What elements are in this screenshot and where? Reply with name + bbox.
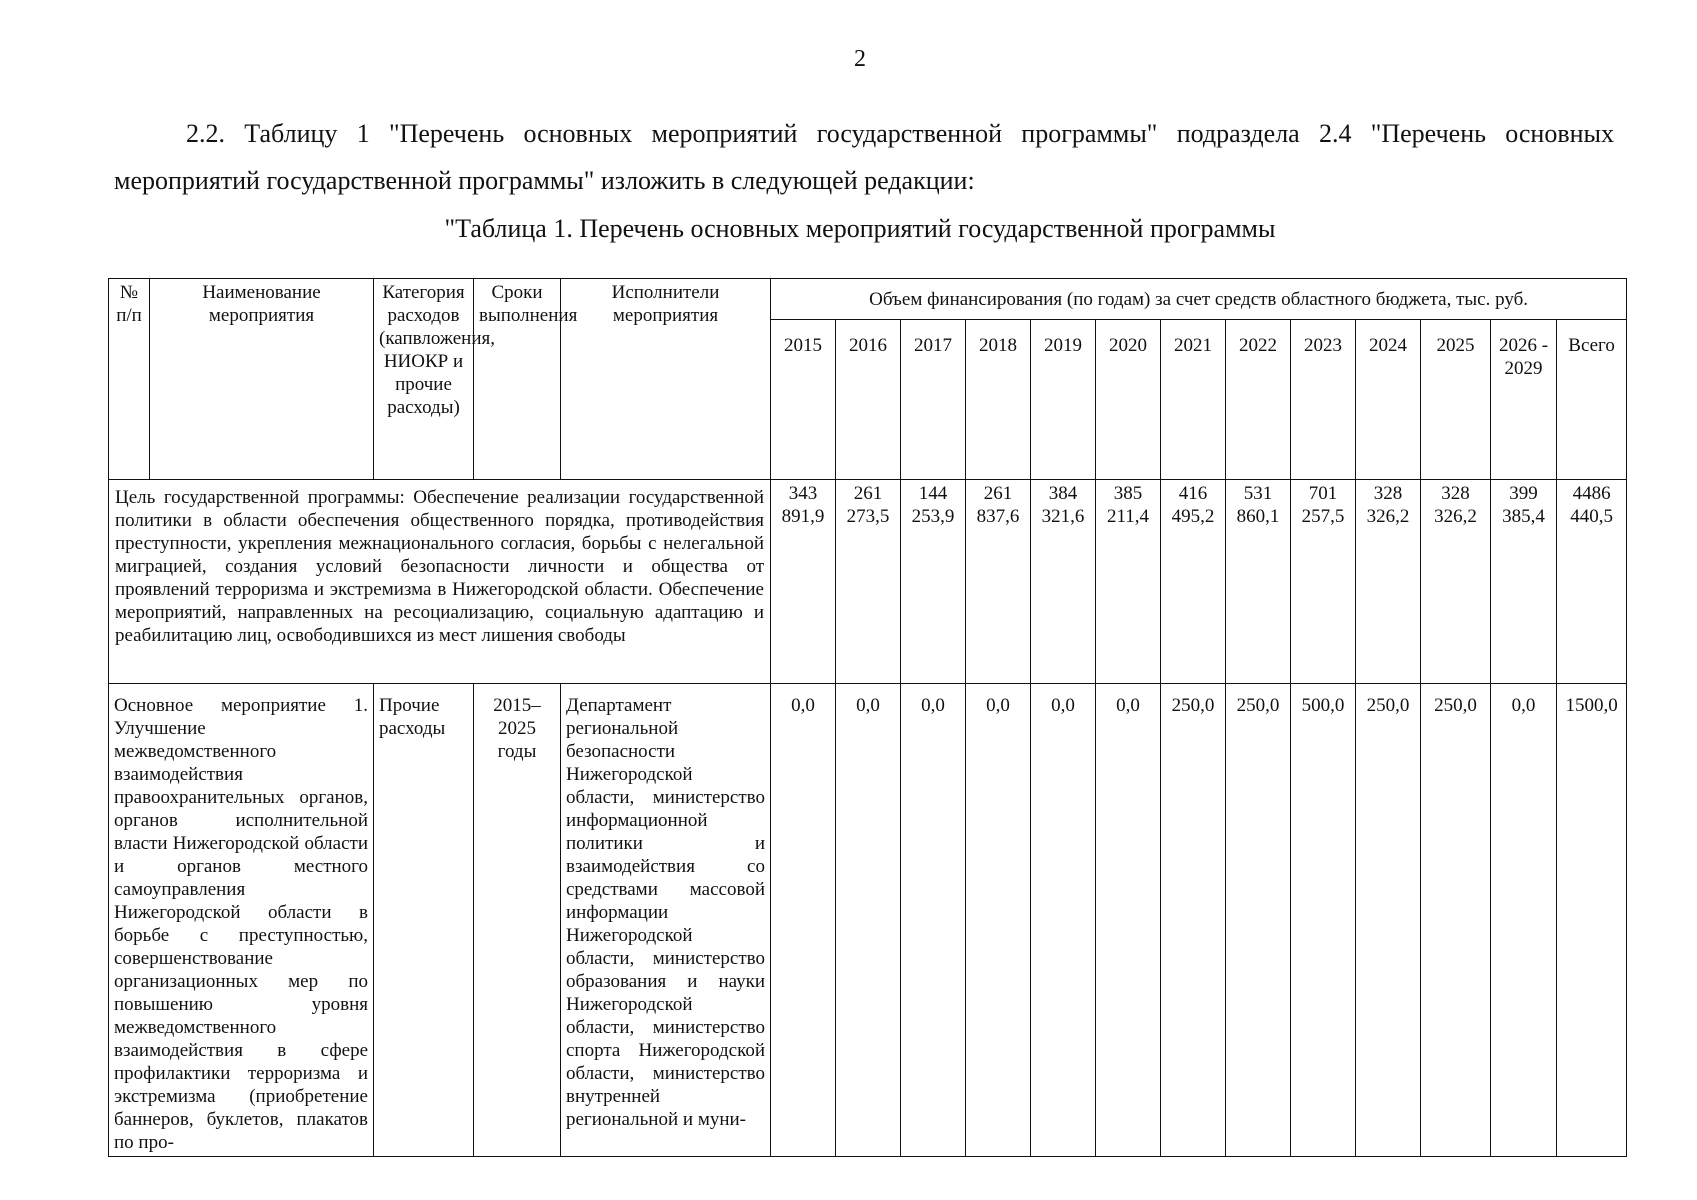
event-terms: 2015–2025 годы [474,684,561,1157]
header-year: 2015 [771,320,836,480]
header-year: 2019 [1031,320,1096,480]
header-year: 2017 [901,320,966,480]
goal-value: 399 385,4 [1491,480,1557,684]
header-year: 2021 [1161,320,1226,480]
event-row [109,684,1627,1157]
event-value: 250,0 [1161,684,1226,1157]
event-value: 0,0 [1491,684,1557,1157]
event-value: 250,0 [1356,684,1421,1157]
goal-value: 261 273,5 [836,480,901,684]
header-year: 2026 - 2029 [1491,320,1557,480]
event-category: Прочие расходы [374,684,474,1157]
goal-value: 416 495,2 [1161,480,1226,684]
event-executors: Департамент региональной безопасности Нижегородской области, министерство информационной политики и взаимодействия со средствами массовой информации Нижегородской области, министерство образования и науки Нижегородской области, министерство спорта Нижегородской области, министерство внутренней региональной и муни- [561,684,771,1157]
header-year: 2023 [1291,320,1356,480]
event-value: 250,0 [1226,684,1291,1157]
goal-value: 328 326,2 [1356,480,1421,684]
header-year: 2024 [1356,320,1421,480]
header-funding: Объем финансирования (по годам) за счет средств областного бюджета, тыс. руб. [771,279,1627,320]
header-year: 2022 [1226,320,1291,480]
header-year: 2016 [836,320,901,480]
event-value: 500,0 [1291,684,1356,1157]
event-value: 0,0 [966,684,1031,1157]
table-caption: "Таблица 1. Перечень основных мероприятий государственной программы [444,214,1276,243]
event-value: 0,0 [771,684,836,1157]
goal-total: 4486 440,5 [1557,480,1627,684]
event-value: 250,0 [1421,684,1491,1157]
event-value: 0,0 [836,684,901,1157]
goal-value: 328 326,2 [1421,480,1491,684]
header-total: Всего [1557,320,1627,480]
event-value: 0,0 [901,684,966,1157]
header-year: 2025 [1421,320,1491,480]
goal-value: 385 211,4 [1096,480,1161,684]
header-name: Наименование мероприятия [150,279,374,480]
header-terms: Сроки выполнения [474,279,561,480]
event-name: Основное мероприятие 1. Улучшение межведомственного взаимодействия правоохранительных органов, органов исполнительной власти Нижегородской области и органов местного самоуправления Нижегородской области в борьбе с преступностью, совершенствование организационных мер по повышению уровня межведомственного взаимодействия в сфере профилактики терроризма и экстремизма (приобретение баннеров, буклетов, плакатов по про- [109,684,374,1157]
event-total: 1500,0 [1557,684,1627,1157]
page-number: 2 [854,46,866,72]
header-year: 2020 [1096,320,1161,480]
goal-row [109,480,1627,684]
goal-value: 343 891,9 [771,480,836,684]
goal-value: 261 837,6 [966,480,1031,684]
event-value: 0,0 [1096,684,1161,1157]
header-year: 2018 [966,320,1031,480]
goal-value: 384 321,6 [1031,480,1096,684]
event-value: 0,0 [1031,684,1096,1157]
header-row [109,279,1627,320]
header-category: Категория расходов (капвложения, НИОКР и прочие расходы) [374,279,474,480]
header-num: № п/п [109,279,150,480]
goal-value: 144 253,9 [901,480,966,684]
intro-paragraph: 2.2. Таблицу 1 "Перечень основных мероприятий государственной программы" подраздела 2.4 "Перечень основных мероприятий государственной программы" изложить в следующей редакции: [114,119,1614,195]
measures-table [108,278,1627,1157]
goal-text: Цель государственной программы: Обеспечение реализации государственной политики в области обеспечения общественного порядка, противодействия преступности, укрепления межнационального согласия, борьбы с нелегальной миграцией, создания условий безопасности личности и общества от проявлений терроризма и экстремизма в Нижегородской области. Обеспечение мероприятий, направленных на ресоциализацию, социальную адаптацию и реабилитацию лиц, освободившихся из мест лишения свободы [109,480,771,684]
goal-value: 701 257,5 [1291,480,1356,684]
header-executors: Исполнители мероприятия [561,279,771,480]
goal-value: 531 860,1 [1226,480,1291,684]
